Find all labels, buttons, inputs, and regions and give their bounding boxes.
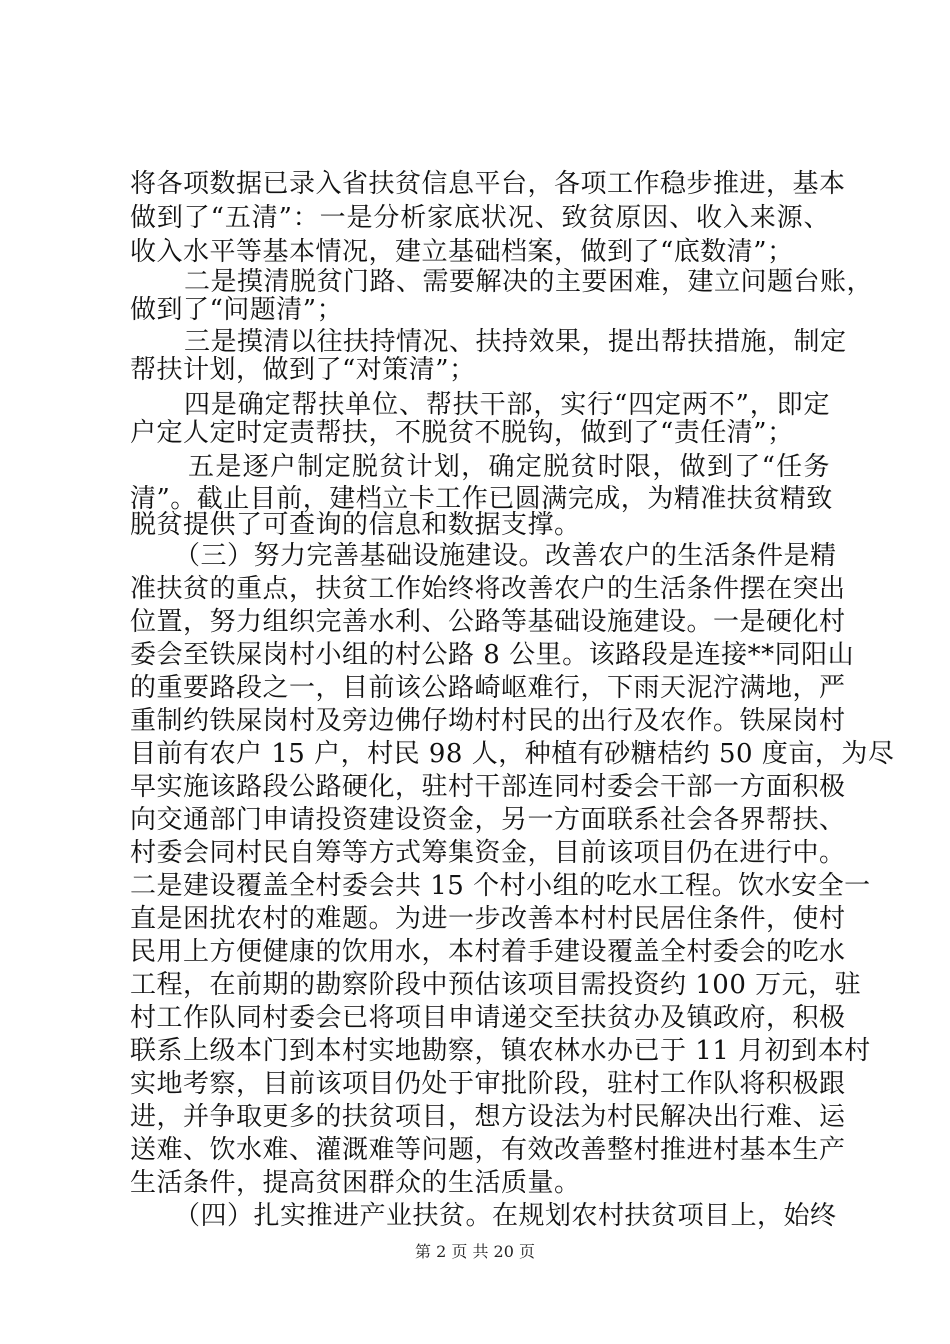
text-line: 向交通部门申请投资建设资金，另一方面联系社会各界帮扶、	[130, 805, 846, 835]
text-line: 做到了“五清”：一是分析家底状况、致贫原因、收入来源、	[130, 203, 830, 233]
text-line: 三是摸清以往扶持情况、扶持效果，提出帮扶措施，制定	[184, 327, 847, 357]
text-line: 准扶贫的重点，扶贫工作始终将改善农户的生活条件摆在突出	[130, 574, 846, 604]
text-line: 直是困扰农村的难题。为进一步改善本村村民居住条件，使村	[130, 904, 846, 934]
text-line: 户定人定时定责帮扶，不脱贫不脱钩，做到了“责任清”；	[130, 418, 794, 448]
text-line: 二是摸清脱贫门路、需要解决的主要困难，建立问题台账，	[184, 267, 874, 297]
text-line: 收入水平等基本情况，建立基础档案，做到了“底数清”；	[130, 237, 794, 267]
text-line: 村委会同村民自筹等方式筹集资金，目前该项目仍在进行中。	[130, 838, 846, 868]
text-line: 实地考察，目前该项目仍处于审批阶段，驻村工作队将积极跟	[130, 1069, 846, 1099]
text-line: 民用上方便健康的饮用水，本村着手建设覆盖全村委会的吃水	[130, 937, 846, 967]
text-line: 重制约铁屎岗村及旁边佛仔坳村村民的出行及农作。铁屎岗村	[130, 706, 846, 736]
text-line: 工程，在前期的勘察阶段中预估该项目需投资约 100 万元，驻	[130, 970, 862, 1000]
text-line: 二是建设覆盖全村委会共 15 个村小组的吃水工程。饮水安全一	[130, 871, 871, 901]
text-line: 帮扶计划，做到了“对策清”；	[130, 355, 476, 385]
text-line: 做到了“问题清”；	[130, 295, 344, 325]
text-line: 目前有农户 15 户，村民 98 人，种植有砂糖桔约 50 度亩，为尽	[130, 739, 895, 769]
text-line: 四是确定帮扶单位、帮扶干部，实行“四定两不”，即定	[184, 390, 830, 420]
text-line: 早实施该路段公路硬化，驻村干部连同村委会干部一方面积极	[130, 772, 846, 802]
text-line: 位置，努力组织完善水利、公路等基础设施建设。一是硬化村	[130, 607, 846, 637]
page-footer: 第 2 页 共 20 页	[415, 1242, 535, 1261]
text-line: 将各项数据已录入省扶贫信息平台，各项工作稳步推进，基本	[130, 169, 846, 199]
text-line: 生活条件，提高贫困群众的生活质量。	[130, 1168, 581, 1198]
text-line: 进，并争取更多的扶贫项目，想方设法为村民解决出行难、运	[130, 1102, 846, 1132]
text-line: 村工作队同村委会已将项目申请递交至扶贫办及镇政府，积极	[130, 1003, 846, 1033]
text-line: 委会至铁屎岗村小组的村公路 8 公里。该路段是连接**同阳山	[130, 640, 855, 670]
text-line: （四）扎实推进产业扶贫。在规划农村扶贫项目上，始终	[174, 1201, 837, 1231]
text-line: （三）努力完善基础设施建设。改善农户的生活条件是精	[174, 541, 837, 571]
text-line: 联系上级本门到本村实地勘察，镇农林水办已于 11 月初到本村	[130, 1036, 871, 1066]
text-line: 清”。截止目前，建档立卡工作已圆满完成，为精准扶贫精致	[130, 484, 833, 514]
text-line: 五是逐户制定脱贫计划，确定脱贫时限，做到了“任务	[188, 452, 830, 482]
text-line: 脱贫提供了可查询的信息和数据支撑。	[130, 510, 581, 540]
text-line: 送难、饮水难、灌溉难等问题，有效改善整村推进村基本生产	[130, 1135, 846, 1165]
text-line: 的重要路段之一，目前该公路崎岖难行，下雨天泥泞满地，严	[130, 673, 846, 703]
